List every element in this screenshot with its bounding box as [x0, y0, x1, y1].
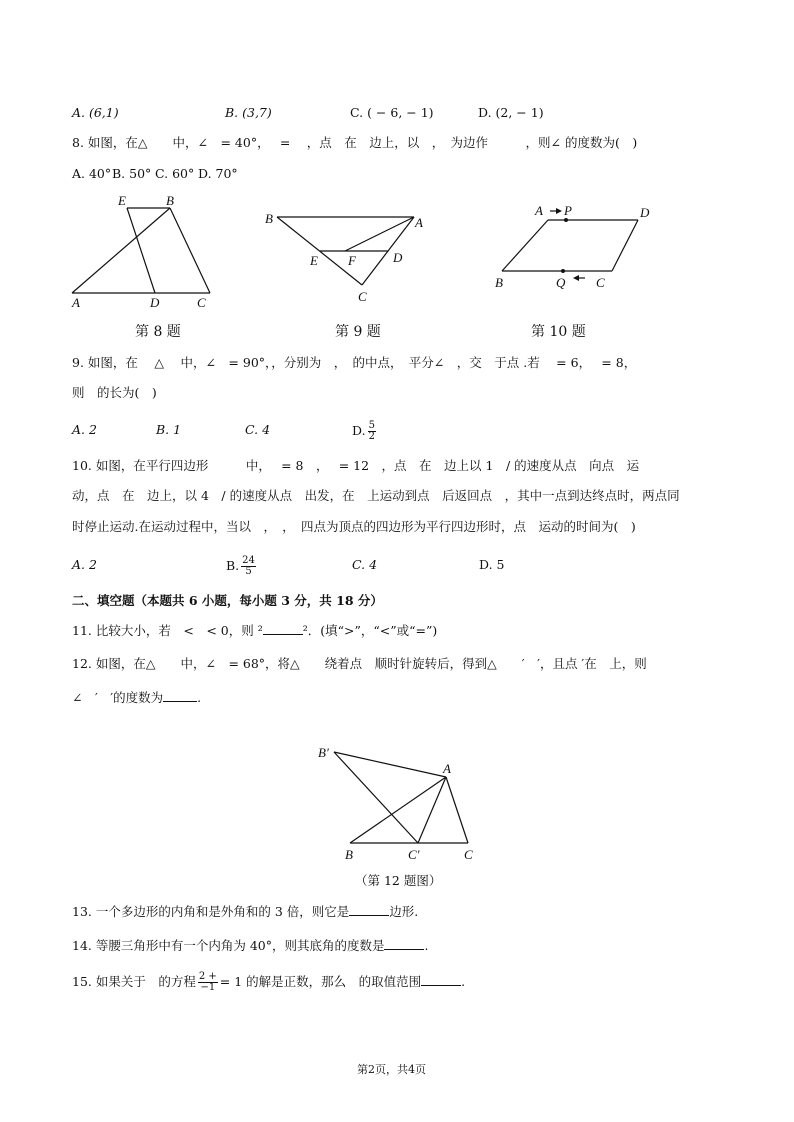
fig9-label-a: A: [415, 215, 423, 230]
q15-answer-blank[interactable]: [421, 985, 461, 986]
q9-option-a: A. 2: [72, 422, 97, 437]
fig9-label-f: F: [348, 253, 356, 268]
q13-answer-blank[interactable]: [349, 915, 389, 916]
q8-option-c: C. 60°: [155, 166, 195, 181]
fig12-label-a: A: [443, 761, 451, 776]
q12-line2: ∠ ′ ′的度数为 .: [72, 690, 202, 705]
q15-text-b: = 1 的解是正数，那么 的取值范围: [219, 974, 422, 989]
fig8-label-d: D: [150, 295, 160, 310]
fig10-label-b: B: [495, 275, 503, 290]
q10-option-c: C. 4: [352, 557, 378, 572]
q9-option-d-fraction: [368, 421, 376, 442]
fig9-label-c: C: [358, 289, 367, 304]
q10-line3: 时停止运动.在运动过程中，当以 ， ， 四点为顶点的四边形为平行四边形时，点 运动的时间为( ): [72, 519, 636, 534]
q10-option-a: A. 2: [72, 557, 97, 572]
fig10-caption: 第 10 题: [531, 324, 586, 340]
q14-text-b: .: [424, 938, 429, 953]
q15-text-a: 15. 如果关于 的方程: [72, 974, 196, 989]
q9-frac-den: 2: [368, 431, 375, 442]
fig10-label-a: A: [535, 203, 543, 218]
q11-answer-blank[interactable]: [263, 634, 303, 635]
q8-option-b: B. 50°: [112, 166, 152, 181]
q7-option-c: C. ( − 6, − 1): [350, 105, 434, 120]
q11-text-a: 11. 比较大小，若 < < 0，则 ²: [72, 623, 263, 638]
fig9-label-b: B: [265, 211, 273, 226]
fig12-label-b-prime: B′: [318, 745, 329, 760]
section-2-title: 二、填空题（本题共 6 小题，每小题 3 分，共 18 分）: [72, 593, 383, 608]
q12-line2-text: ∠ ′ ′的度数为: [72, 690, 164, 705]
q14-answer-blank[interactable]: [384, 949, 424, 950]
q9-option-c: C. 4: [245, 422, 271, 437]
fig8-label-b: B: [166, 193, 174, 208]
fig10-label-p: P: [564, 203, 572, 218]
q7-option-d: D. (2, − 1): [478, 105, 544, 120]
fig12-label-c-prime: C′: [408, 847, 420, 862]
figure-9: [262, 205, 432, 315]
q10-frac-num: 24: [242, 555, 255, 566]
fig8-label-a: A: [72, 295, 80, 310]
fig9-label-d: D: [393, 250, 403, 265]
fig12-label-b: B: [345, 847, 353, 862]
q15-fraction: [198, 972, 218, 993]
q15-text: [72, 968, 465, 996]
q14-text: [72, 937, 428, 955]
figure-10: [490, 200, 670, 295]
q15-frac-den: −1: [200, 982, 216, 993]
q10-line1: 10. 如图，在平行四边形 中， = 8 ， = 12 ，点 在 边上以 1 / 的速度从点 向点 运: [72, 458, 640, 473]
q9-frac-num: 5: [368, 420, 375, 431]
q10-option-d: D. 5: [479, 557, 505, 572]
q9-option-b: B. 1: [156, 422, 182, 437]
page-footer: 第2页，共4页: [357, 1063, 426, 1076]
q8-stem: 8. 如图，在△ 中，∠ = 40°， = ，点 在 边上，以 ， 为边作 ，则∠ 的度数为( ): [72, 135, 638, 150]
fig9-label-e: E: [310, 253, 318, 268]
q8-option-d: D. 70°: [198, 166, 238, 181]
q9-stem-line2: 则 的长为( ): [72, 385, 157, 400]
fig10-label-q: Q: [556, 275, 566, 290]
q10-line2: 动，点 在 边上，以 4 / 的速度从点 出发，在 上运动到点 后返回点 ，其中一点到达终点时，两点同: [72, 488, 680, 503]
fig8-caption: 第 8 题: [135, 324, 181, 340]
fig12-caption: （第 12 题图）: [355, 873, 442, 888]
q10-option-b-fraction: [241, 556, 256, 577]
q13-text-b: 边形.: [389, 904, 419, 919]
q12-line1: 12. 如图，在△ 中，∠ = 68°，将△ 绕着点 顺时针旋转后，得到△ ′ ′，且点 ′在 上，则: [72, 656, 647, 671]
fig12-label-c: C: [464, 847, 473, 862]
q9-stem-line1: 9. 如图，在 △ 中，∠ = 90°，，分别为 ， 的中点， 平分∠ ，交 于点 .若 = 6， = 8，: [72, 355, 637, 370]
fig8-label-e: E: [118, 193, 126, 208]
q10-option-b-label: B.: [226, 558, 240, 573]
q7-option-a: A. (6,1): [72, 105, 119, 120]
q8-option-a: A. 40°: [72, 166, 112, 181]
q11-text-b: ²．(填“>”，“<”或“=”): [302, 623, 438, 638]
q13-text: [72, 903, 418, 921]
figure-12: [310, 735, 490, 870]
q14-text-a: 14. 等腰三角形中有一个内角为 40°，则其底角的度数是: [72, 938, 385, 953]
q12-answer-blank[interactable]: [163, 701, 197, 702]
fig8-label-c: C: [197, 295, 206, 310]
q9-option-d-label: D.: [352, 423, 366, 438]
q10-frac-den: 5: [245, 566, 252, 577]
q10-option-b: [226, 553, 258, 579]
q15-frac-num: 2 +: [198, 971, 217, 982]
fig9-caption: 第 9 题: [335, 324, 381, 340]
q7-option-b: B. (3,7): [225, 105, 272, 120]
q11-text: [72, 622, 437, 640]
fig10-label-d: D: [640, 205, 650, 220]
q15-text-c: .: [461, 974, 466, 989]
figure-8: [62, 190, 222, 315]
fig10-label-c: C: [596, 275, 605, 290]
q9-option-d: [352, 418, 378, 444]
q13-text-a: 13. 一个多边形的内角和是外角和的 3 倍，则它是: [72, 904, 350, 919]
